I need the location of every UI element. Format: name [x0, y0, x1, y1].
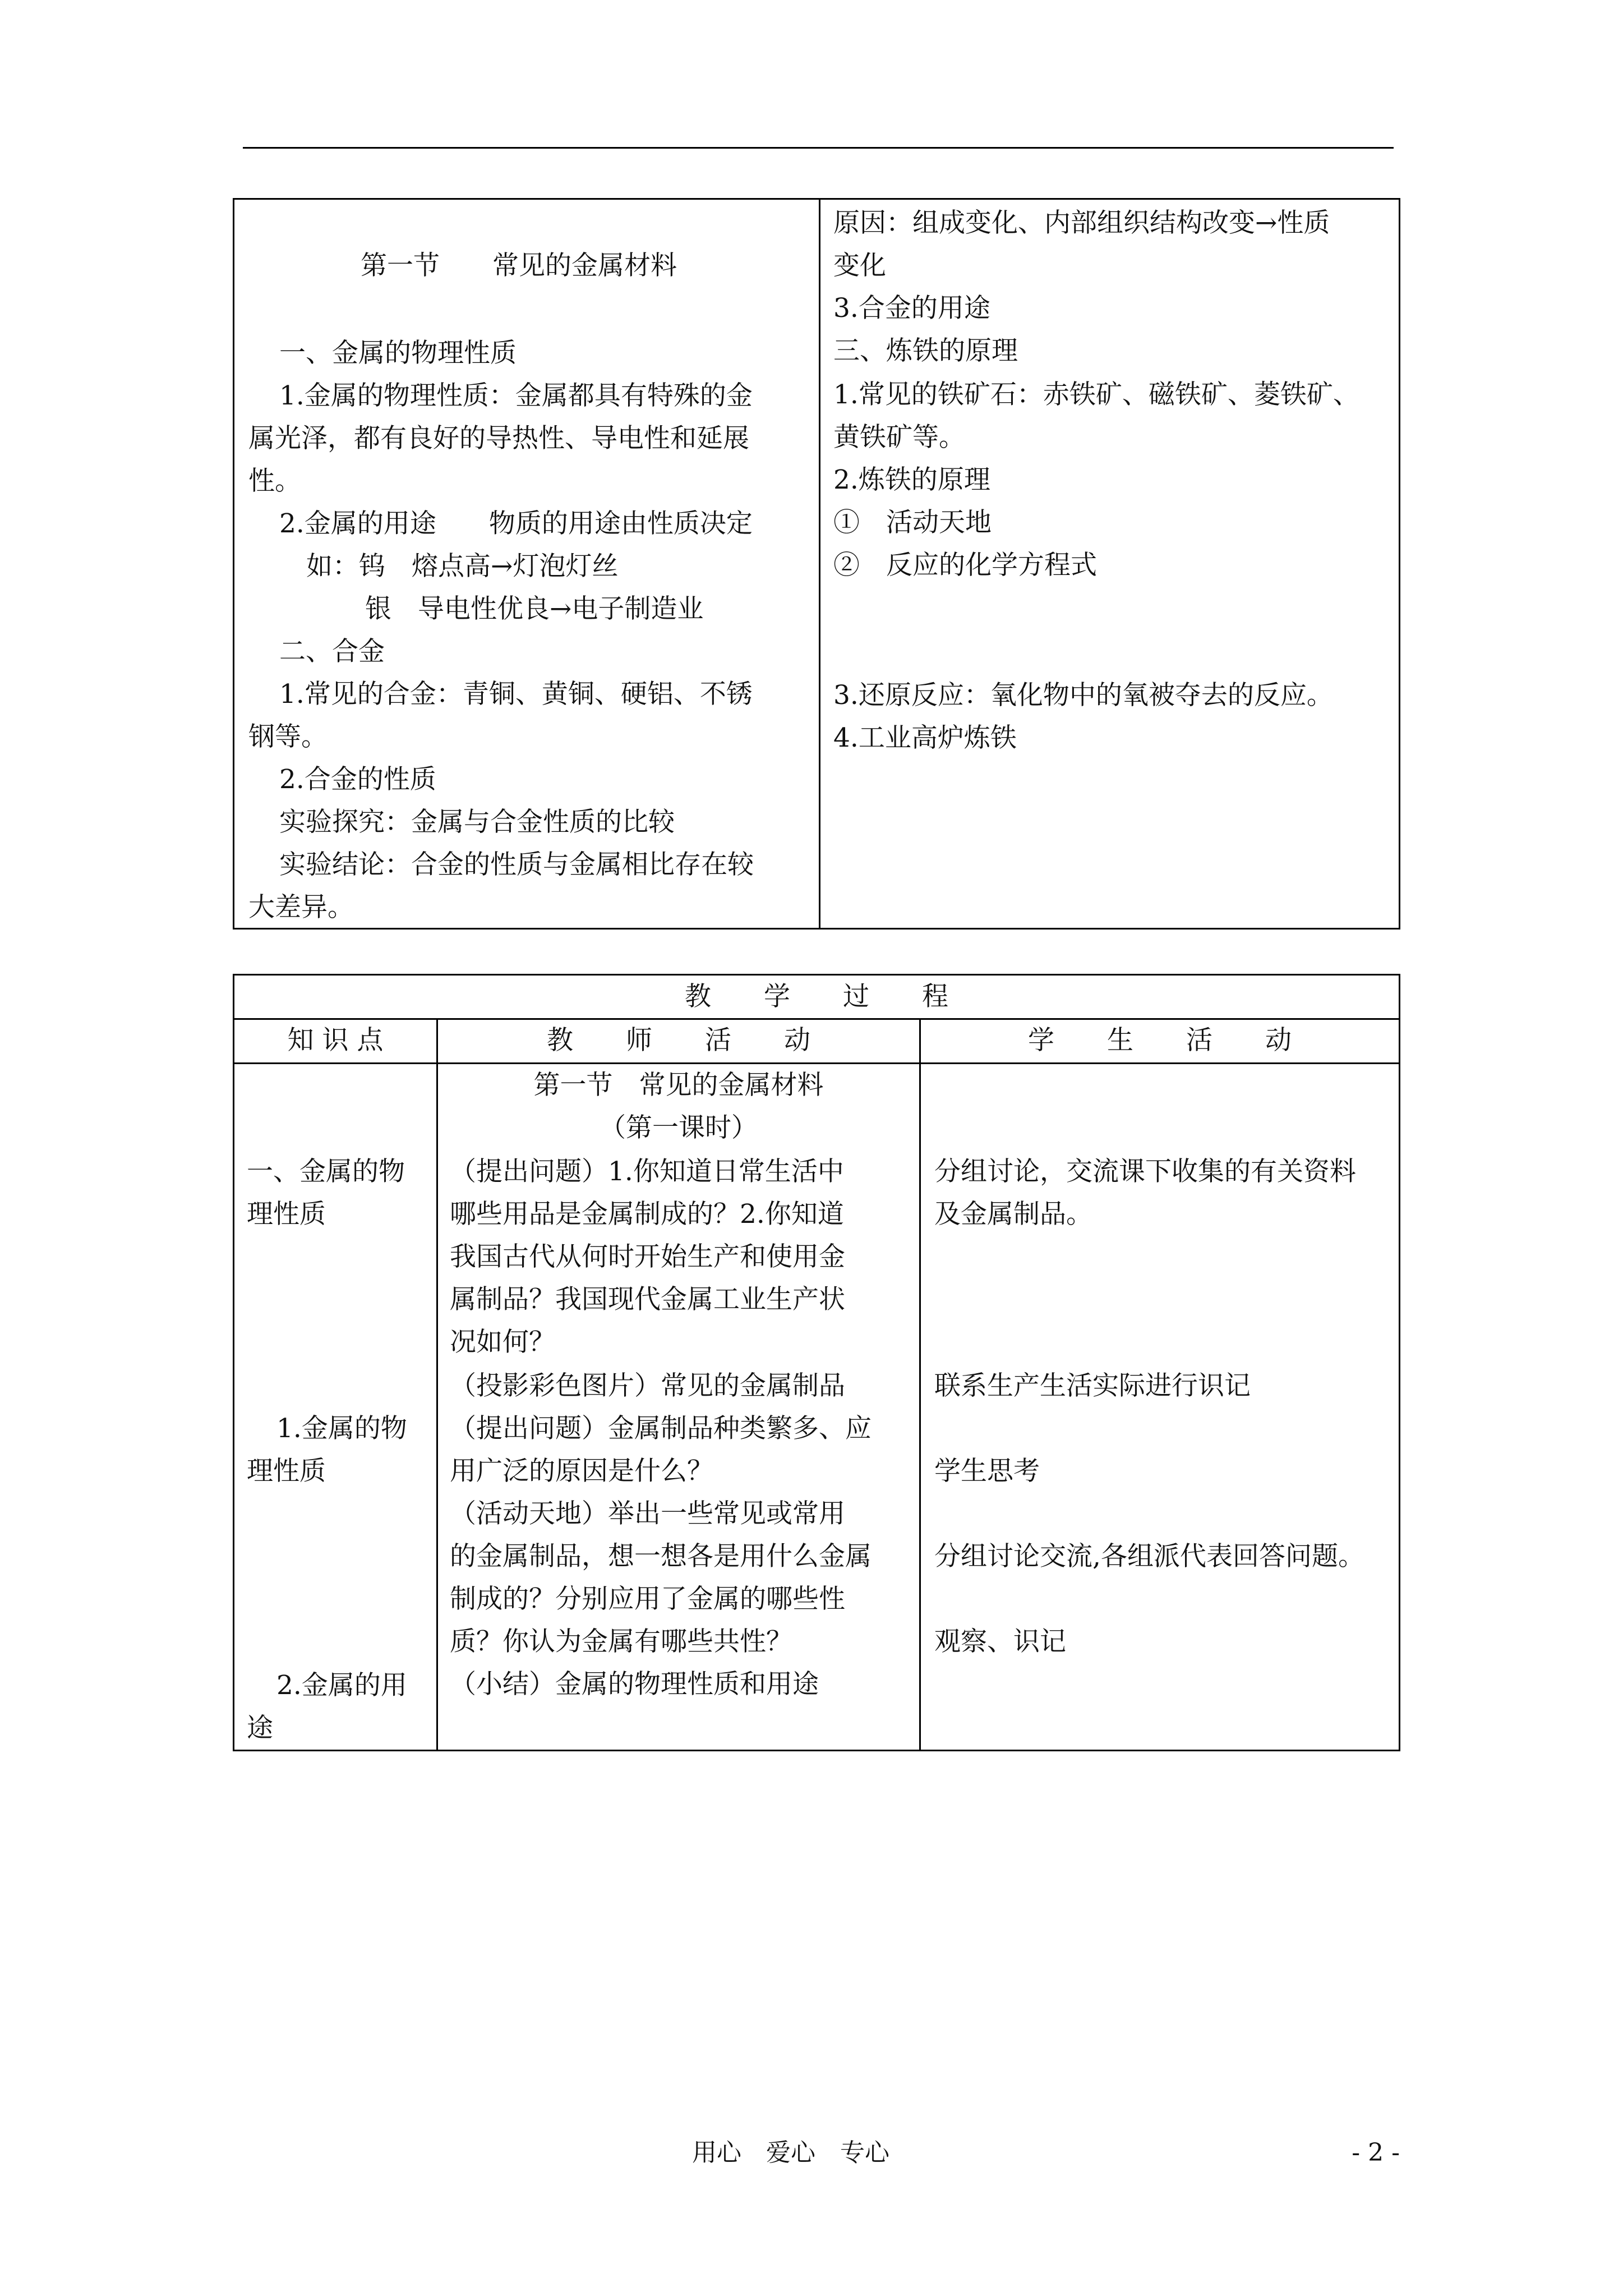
- lesson-subtitle: （第一课时）: [600, 1112, 758, 1143]
- teacher-activity-line: 我国古代从何时开始生产和使用金: [450, 1241, 845, 1272]
- teacher-activity-line: 的金属制品，想一想各是用什么金属: [450, 1541, 872, 1572]
- student-activity-line: 观察、识记: [934, 1626, 1066, 1657]
- summary-right-line: 黄铁矿等。: [833, 422, 965, 453]
- teacher-activity-line: （投影彩色图片）常见的金属制品: [450, 1370, 845, 1401]
- summary-right-line: ① 活动天地: [833, 507, 992, 538]
- summary-left-line: 大差异。: [248, 892, 354, 923]
- knowledge-point-line: 途: [247, 1713, 273, 1743]
- summary-left-line: 2.合金的性质: [279, 764, 436, 795]
- teacher-activity-line: （活动天地）举出一些常见或常用: [450, 1498, 845, 1529]
- column-header-student: 学 生 活 动: [1028, 1025, 1292, 1056]
- knowledge-point-line: 2.金属的用: [276, 1670, 407, 1701]
- summary-right-line: 三、炼铁的原理: [833, 335, 1018, 366]
- knowledge-point-line: 理性质: [247, 1199, 326, 1230]
- teacher-activity-line: 属制品？我国现代金属工业生产状: [450, 1284, 845, 1315]
- teacher-activity-line: 况如何？: [450, 1327, 555, 1358]
- student-activity-line: 及金属制品。: [934, 1199, 1092, 1230]
- summary-left-line: 2.金属的用途 物质的用途由性质决定: [279, 508, 753, 539]
- summary-left-line: 实验结论：合金的性质与金属相比存在较: [279, 849, 754, 880]
- summary-right-line: 1.常见的铁矿石：赤铁矿、磁铁矿、菱铁矿、: [833, 379, 1359, 410]
- student-activity-line: 联系生产生活实际进行识记: [934, 1370, 1251, 1401]
- knowledge-point-line: 一、金属的物: [247, 1156, 405, 1187]
- summary-left-line: 1.常见的合金：青铜、黄铜、硬铝、不锈: [279, 679, 753, 710]
- teacher-activity-line: 制成的？分别应用了金属的哪些性: [450, 1584, 845, 1614]
- knowledge-point-line: 理性质: [247, 1456, 326, 1487]
- column-divider: [919, 1018, 921, 1751]
- knowledge-point-line: 1.金属的物: [276, 1413, 407, 1444]
- summary-left-line: 二、合金: [279, 636, 385, 667]
- footer-motto: 用心 爱心 专心: [692, 2138, 889, 2167]
- summary-left-line: 如：钨 熔点高→灯泡灯丝: [306, 551, 619, 582]
- summary-table: [233, 198, 1400, 930]
- summary-left-line: 一、金属的物理性质: [279, 338, 517, 369]
- summary-left-line: 性。: [248, 466, 301, 496]
- summary-left-line: 属光泽，都有良好的导热性、导电性和延展: [248, 423, 749, 454]
- summary-left-line: 1.金属的物理性质：金属都具有特殊的金: [279, 380, 753, 411]
- student-activity-line: 分组讨论交流,各组派代表回答问题。: [934, 1541, 1364, 1572]
- teacher-activity-line: （提出问题）金属制品种类繁多、应: [450, 1413, 872, 1444]
- summary-table-divider: [819, 200, 820, 928]
- summary-title: 第一节 常见的金属材料: [361, 250, 677, 281]
- summary-left-line: 钢等。: [248, 721, 328, 752]
- student-activity-line: 分组讨论，交流课下收集的有关资料: [934, 1156, 1356, 1187]
- teacher-activity-line: （小结）金属的物理性质和用途: [450, 1669, 819, 1700]
- header-rule: [243, 147, 1394, 149]
- summary-right-line: 原因：组成变化、内部组织结构改变→性质: [833, 208, 1330, 238]
- page-number: - 2 -: [1352, 2138, 1400, 2167]
- teacher-activity-line: （提出问题）1.你知道日常生活中: [450, 1156, 844, 1187]
- table-title: 教 学 过 程: [685, 981, 948, 1012]
- teacher-activity-line: 哪些用品是金属制成的？2.你知道: [450, 1199, 844, 1230]
- summary-left-line: 银 导电性优良→电子制造业: [365, 593, 704, 624]
- teacher-activity-line: 用广泛的原因是什么？: [450, 1456, 713, 1487]
- teaching-process-table: [233, 974, 1400, 1751]
- lesson-title: 第一节 常见的金属材料: [533, 1070, 824, 1101]
- summary-right-line: 4.工业高炉炼铁: [833, 723, 1017, 753]
- student-activity-line: 学生思考: [934, 1456, 1040, 1487]
- summary-right-line: 2.炼铁的原理: [833, 464, 990, 495]
- column-header-teacher: 教 师 活 动: [547, 1025, 810, 1056]
- teacher-activity-line: 质？你认为金属有哪些共性？: [450, 1626, 792, 1657]
- summary-right-line: 变化: [833, 250, 886, 281]
- summary-left-line: 实验探究：金属与合金性质的比较: [279, 807, 675, 838]
- column-header-knowledge: 知 识 点: [287, 1025, 384, 1056]
- summary-right-line: ② 反应的化学方程式: [833, 550, 1097, 581]
- summary-right-line: 3.合金的用途: [833, 293, 990, 324]
- summary-right-line: 3.还原反应：氧化物中的氧被夺去的反应。: [833, 680, 1333, 711]
